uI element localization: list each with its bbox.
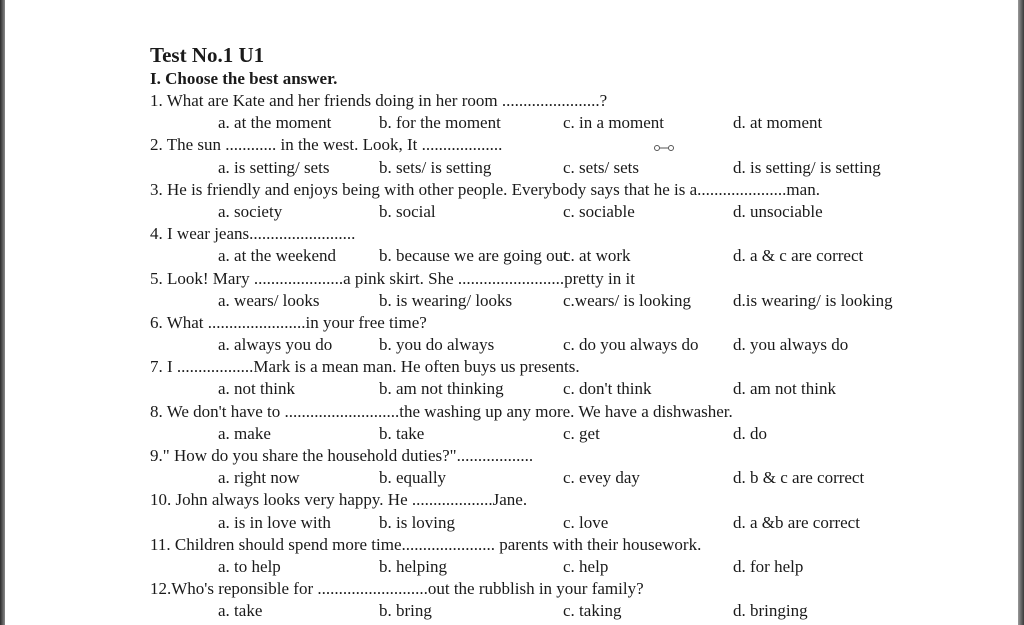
option-b: b. helping bbox=[379, 556, 447, 576]
question-list bbox=[150, 90, 950, 623]
option-d: d. is setting/ is setting bbox=[733, 157, 881, 177]
option-a: a. not think bbox=[218, 379, 295, 399]
question-text: 7. I ..................Mark is a mean man. He often buys us presents. bbox=[150, 357, 580, 377]
answer-options-row bbox=[150, 600, 950, 622]
option-d: d.is wearing/ is looking bbox=[733, 290, 893, 310]
question-text: 1. What are Kate and her friends doing in her room .......................? bbox=[150, 91, 608, 110]
question-text: 2. The sun ............ in the west. Look, It ................... bbox=[150, 135, 503, 155]
stray-mark-icon bbox=[652, 143, 676, 153]
option-a: a. is in love with bbox=[218, 512, 331, 532]
option-b: b. sets/ is setting bbox=[379, 157, 492, 177]
question-text: 8. We don't have to ...........................the washing up any more. We have a dishwasher. bbox=[150, 401, 733, 421]
answer-options-row bbox=[150, 423, 950, 445]
option-b: b. social bbox=[379, 201, 436, 221]
option-a: a. to help bbox=[218, 556, 281, 576]
question-text: 11. Children should spend more time...................... parents with their housework. bbox=[150, 534, 702, 554]
option-c: c. sociable bbox=[563, 201, 635, 221]
option-d: d. a & c are correct bbox=[733, 246, 864, 266]
option-c: c. get bbox=[563, 423, 600, 443]
option-d: d. for help bbox=[733, 556, 804, 576]
option-c: c. evey day bbox=[563, 468, 640, 488]
option-a: a. at the weekend bbox=[218, 246, 336, 266]
option-d: d. do bbox=[733, 423, 767, 443]
option-b: b. am not thinking bbox=[379, 379, 504, 399]
option-d: d. you always do bbox=[733, 335, 849, 355]
option-a: a. take bbox=[218, 601, 263, 621]
answer-options-row bbox=[150, 556, 950, 578]
question-text: 6. What .......................in your free time? bbox=[150, 312, 427, 332]
option-c: c.wears/ is looking bbox=[563, 290, 691, 310]
answer-options-row bbox=[150, 290, 950, 312]
question-text: 3. He is friendly and enjoys being with other people. Everybody says that he is a.....................man. bbox=[150, 179, 820, 199]
page-title: Test No.1 U1 bbox=[150, 43, 265, 67]
option-c: c. don't think bbox=[563, 379, 652, 399]
option-c: c. at work bbox=[563, 246, 631, 266]
section-heading: I. Choose the best answer. bbox=[150, 69, 338, 88]
option-a: a. right now bbox=[218, 468, 300, 488]
option-a: a. is setting/ sets bbox=[218, 157, 330, 177]
answer-options-row bbox=[150, 467, 950, 489]
option-b: b. bring bbox=[379, 601, 432, 621]
option-a: a. society bbox=[218, 201, 283, 221]
answer-options-row bbox=[150, 334, 950, 356]
answer-options-row bbox=[150, 201, 950, 223]
question-text: 5. Look! Mary .....................a pink skirt. She .........................pretty in it bbox=[150, 268, 635, 288]
option-b: b. equally bbox=[379, 468, 447, 488]
option-a: a. wears/ looks bbox=[218, 290, 320, 310]
option-a: a. always you do bbox=[218, 335, 333, 355]
answer-options-row bbox=[150, 512, 950, 534]
answer-options-row bbox=[150, 378, 950, 400]
option-c: c. help bbox=[563, 556, 609, 576]
option-d: d. b & c are correct bbox=[733, 468, 865, 488]
option-d: d. a &b are correct bbox=[733, 512, 860, 532]
option-d: d. at moment bbox=[733, 113, 823, 133]
option-b: b. is loving bbox=[379, 512, 456, 532]
option-c: c. in a moment bbox=[563, 113, 665, 133]
question-text: 9." How do you share the household duties?".................. bbox=[150, 446, 534, 465]
question-text: 4. I wear jeans......................... bbox=[150, 224, 356, 244]
option-b: b. is wearing/ looks bbox=[379, 290, 513, 310]
question-text: 10. John always looks very happy. He ...................Jane. bbox=[150, 490, 528, 510]
left-shadow-edge bbox=[0, 0, 5, 625]
option-a: a. at the moment bbox=[218, 113, 332, 133]
option-b: b. for the moment bbox=[379, 113, 501, 133]
option-c: c. sets/ sets bbox=[563, 157, 640, 177]
answer-options-row bbox=[150, 112, 950, 134]
right-shadow-edge bbox=[1018, 0, 1024, 625]
option-c: c. taking bbox=[563, 601, 622, 621]
option-c: c. love bbox=[563, 512, 609, 532]
answer-options-row bbox=[150, 245, 950, 267]
option-b: b. you do always bbox=[379, 335, 495, 355]
option-d: d. bringing bbox=[733, 601, 808, 621]
answer-options-row bbox=[150, 157, 950, 179]
option-b: b. take bbox=[379, 423, 425, 443]
option-b: b. because we are going out bbox=[379, 246, 568, 266]
test-document bbox=[150, 42, 950, 623]
option-a: a. make bbox=[218, 423, 271, 443]
option-c: c. do you always do bbox=[563, 335, 699, 355]
option-d: d. unsociable bbox=[733, 201, 823, 221]
question-text: 12.Who's reponsible for ..........................out the rubblish in your family? bbox=[150, 579, 644, 599]
option-d: d. am not think bbox=[733, 379, 836, 399]
